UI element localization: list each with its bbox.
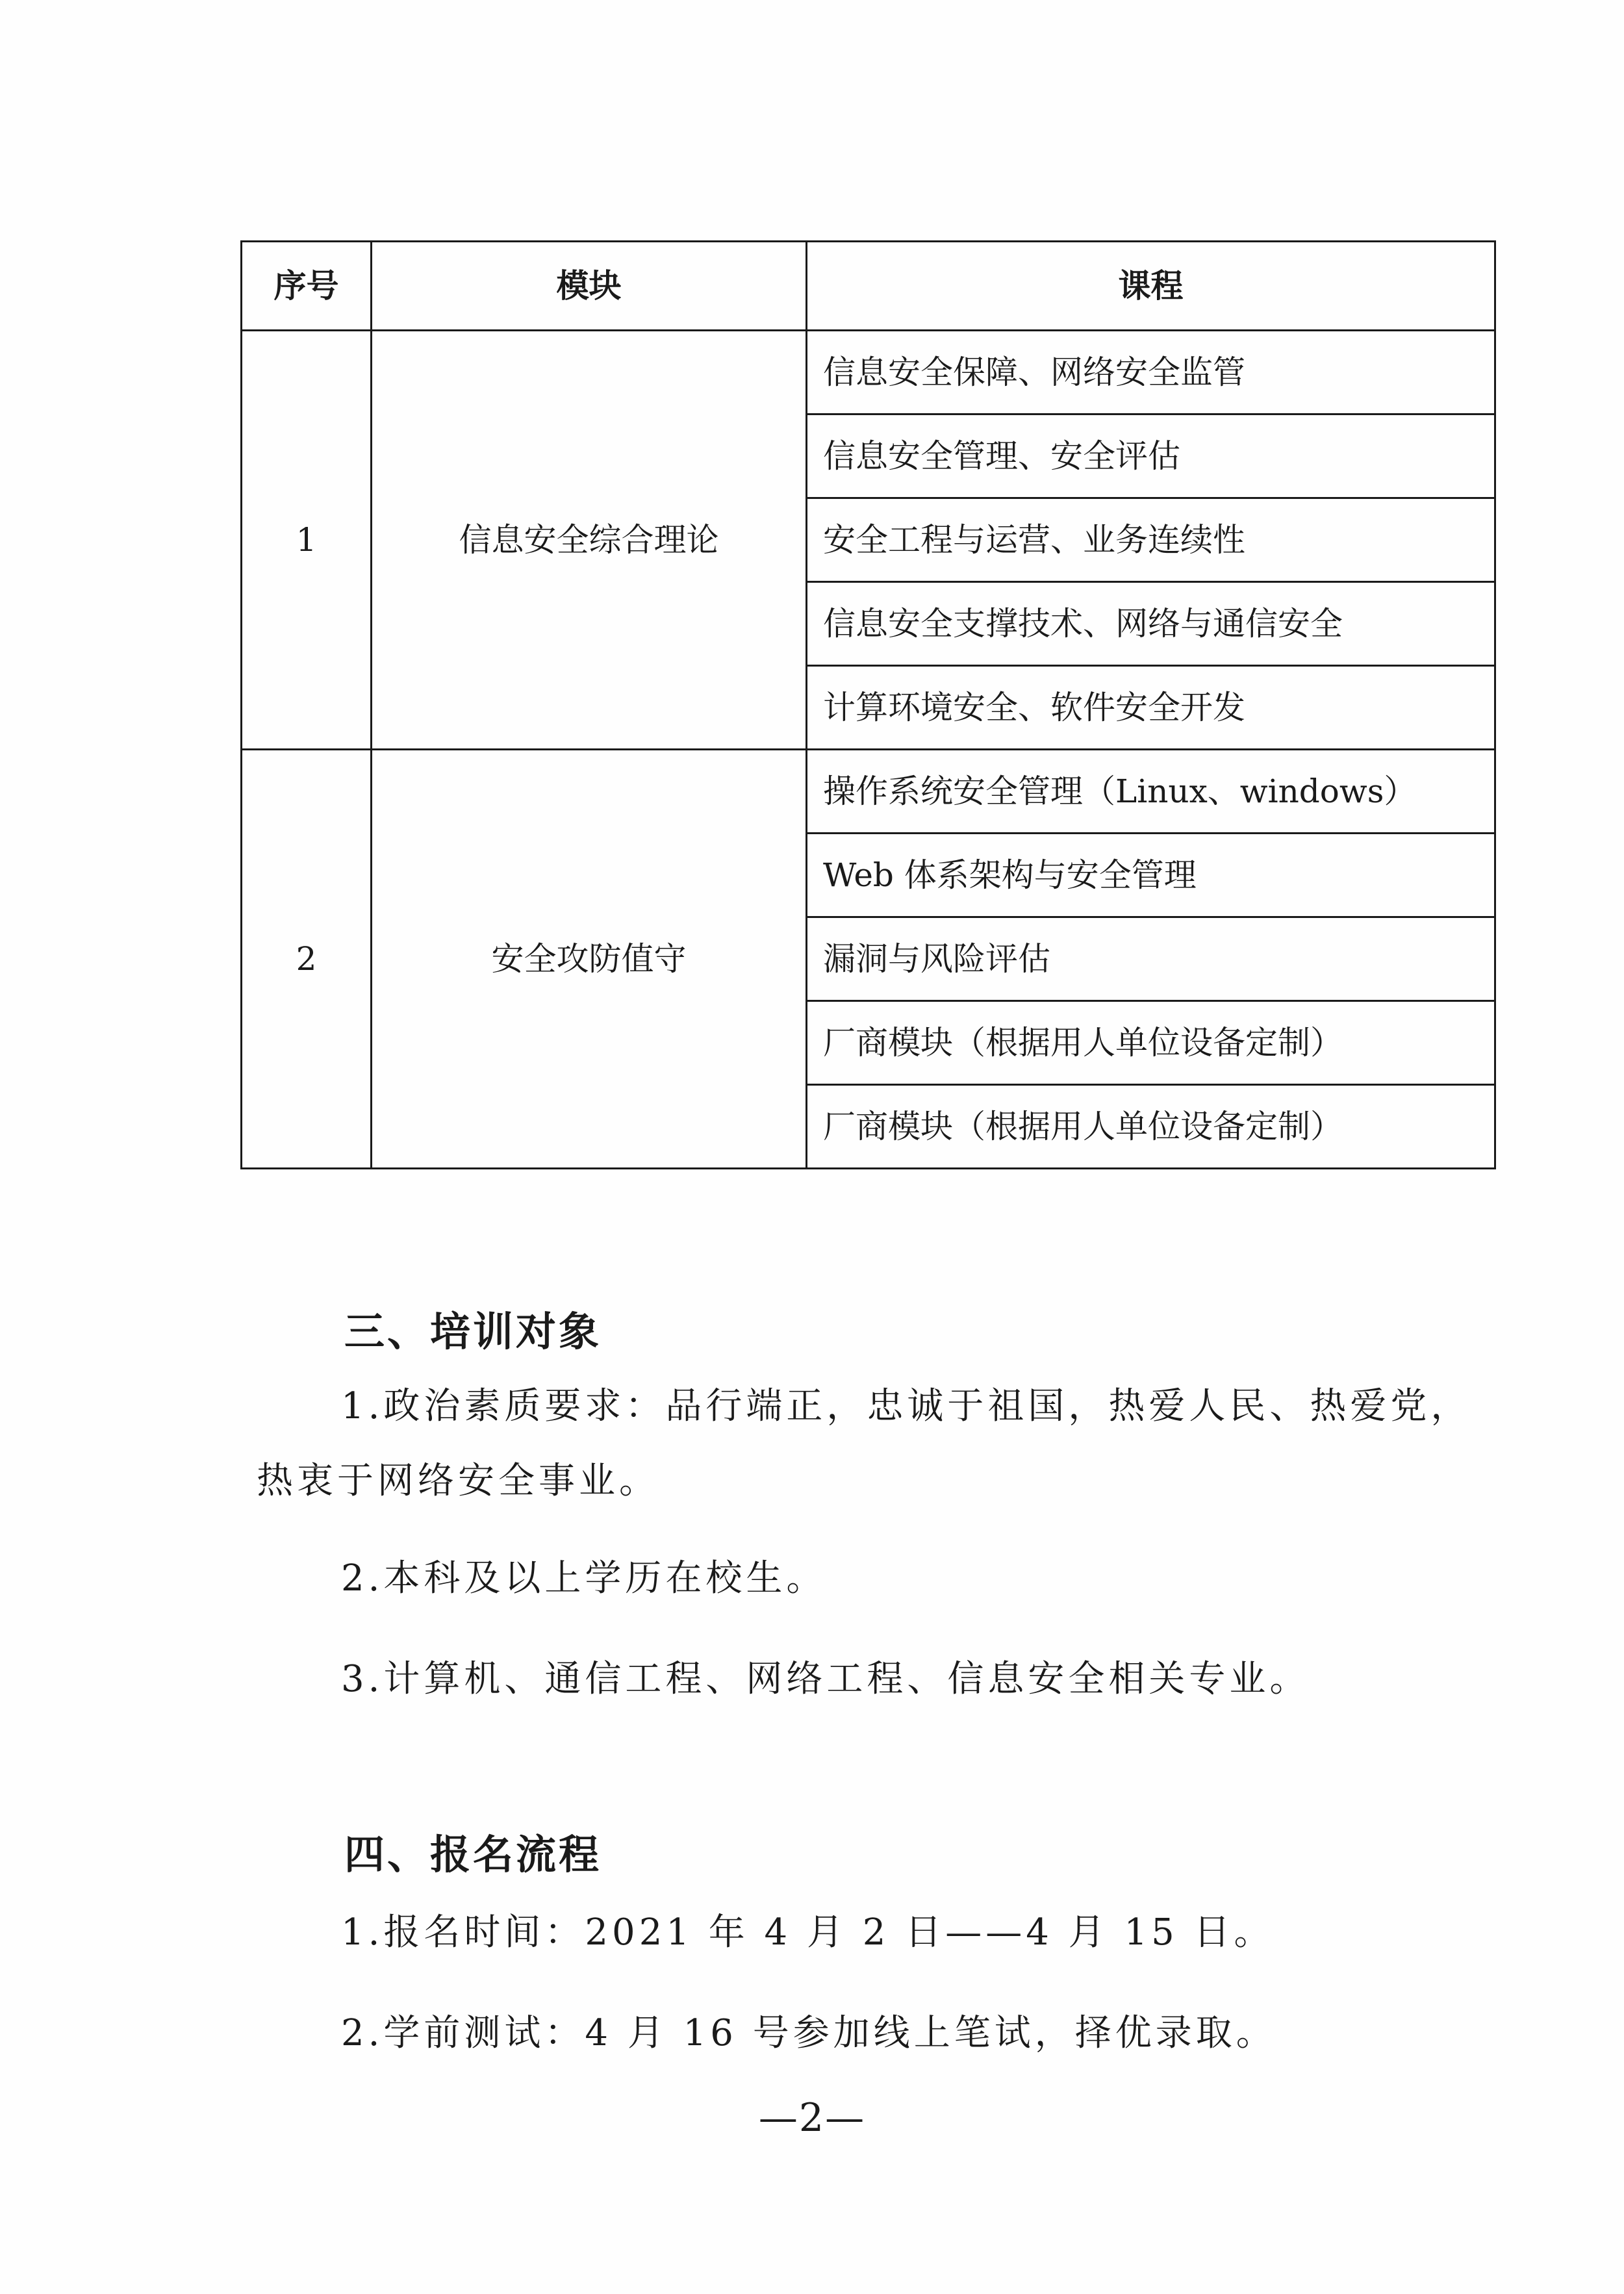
row-seq: 2	[242, 750, 372, 1169]
table-row	[242, 750, 1495, 834]
header-course: 课程	[807, 242, 1495, 331]
course-cell: 漏洞与风险评估	[807, 917, 1495, 1001]
section4-item2: 2.学前测试：4 月 16 号参加线上笔试，择优录取。	[341, 2012, 1276, 2054]
section3-item3: 3.计算机、通信工程、网络工程、信息安全相关专业。	[341, 1658, 1310, 1700]
section4-item1: 1.报名时间：2021 年 4 月 2 日——4 月 15 日。	[341, 1911, 1275, 1954]
course-cell: 安全工程与运营、业务连续性	[807, 498, 1495, 582]
page-number: —2—	[758, 2095, 866, 2141]
course-table	[240, 240, 1496, 1169]
course-cell: 厂商模块（根据用人单位设备定制）	[807, 1085, 1495, 1169]
course-cell: 信息安全管理、安全评估	[807, 414, 1495, 498]
header-seq: 序号	[242, 242, 372, 331]
header-module: 模块	[372, 242, 807, 331]
table-header-row	[242, 242, 1495, 331]
course-cell: Web 体系架构与安全管理	[807, 834, 1495, 917]
row-module: 信息安全综合理论	[372, 331, 807, 750]
section4-title: 四、报名流程	[344, 1831, 602, 1878]
course-cell: 厂商模块（根据用人单位设备定制）	[807, 1001, 1495, 1085]
section3-item2: 2.本科及以上学历在校生。	[341, 1557, 827, 1599]
course-cell: 计算环境安全、软件安全开发	[807, 666, 1495, 750]
table-row	[242, 331, 1495, 414]
section3-title: 三、培训对象	[344, 1308, 602, 1355]
section3-item1-line2: 热衷于网络安全事业。	[257, 1460, 659, 1502]
course-cell: 操作系统安全管理（Linux、windows）	[807, 750, 1495, 834]
section3-item1-line1: 1.政治素质要求：品行端正，忠诚于祖国，热爱人民、热爱党，	[341, 1385, 1471, 1427]
row-seq: 1	[242, 331, 372, 750]
course-cell: 信息安全支撑技术、网络与通信安全	[807, 582, 1495, 666]
course-cell: 信息安全保障、网络安全监管	[807, 331, 1495, 414]
row-module: 安全攻防值守	[372, 750, 807, 1169]
